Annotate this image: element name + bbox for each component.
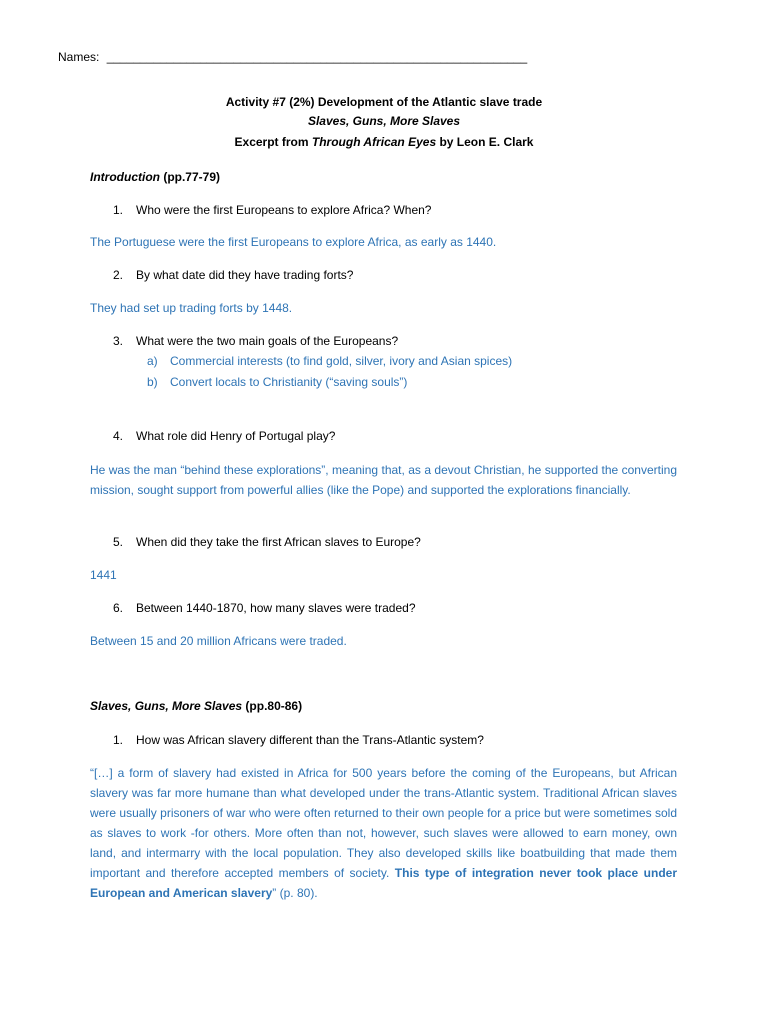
section2-answer-1: “[…] a form of slavery had existed in Africa for 500 years before the coming of the Europeans, but African slavery was far more humane than what developed under the trans-Atlantic system. Traditional African slaves were usually prisoners of war who were often returned to their own people for a price but were sometimes sold as slaves to work -for others. More often than not, however, such slaves were allowed to earn money, own land, and intermarry with the local population. They also developed skills like boatbuilding that made them important and therefore accepted members of society. This type of integration never took place under European and American slavery” (p. 80). [90, 766, 678, 900]
activity-title: Activity #7 (2%) Development of the Atlantic slave trade [225, 95, 543, 109]
answer-4: He was the man “behind these explorations”, meaning that, as a devout Christian, he supported the converting mission, sought support from powerful allies (like the Pope) and supported the explorations financially. [90, 463, 677, 497]
answer-6: Between 15 and 20 million Africans were traded. [90, 634, 347, 648]
answer-2: They had set up trading forts by 1448. [90, 301, 293, 315]
names-blank-line: _______________________________________________________________ [106, 50, 528, 64]
book-title: Through African Eyes [311, 135, 437, 149]
names-field [58, 50, 527, 64]
answer-5: 1441 [90, 568, 117, 582]
emphasis-text: This type of integration never took place under European and American slavery [90, 866, 678, 900]
names-label: Names: [58, 50, 100, 64]
excerpt-line: Excerpt from Through African Eyes by Leon E. Clark [234, 135, 534, 149]
section-heading-slaves-guns: Slaves, Guns, More Slaves (pp.80-86) [90, 699, 303, 713]
answer-1: The Portuguese were the first Europeans to explore Africa, as early as 1440. [90, 235, 497, 249]
activity-subtitle: Slaves, Guns, More Slaves [307, 114, 461, 128]
section-heading-introduction: Introduction (pp.77-79) [90, 170, 220, 184]
